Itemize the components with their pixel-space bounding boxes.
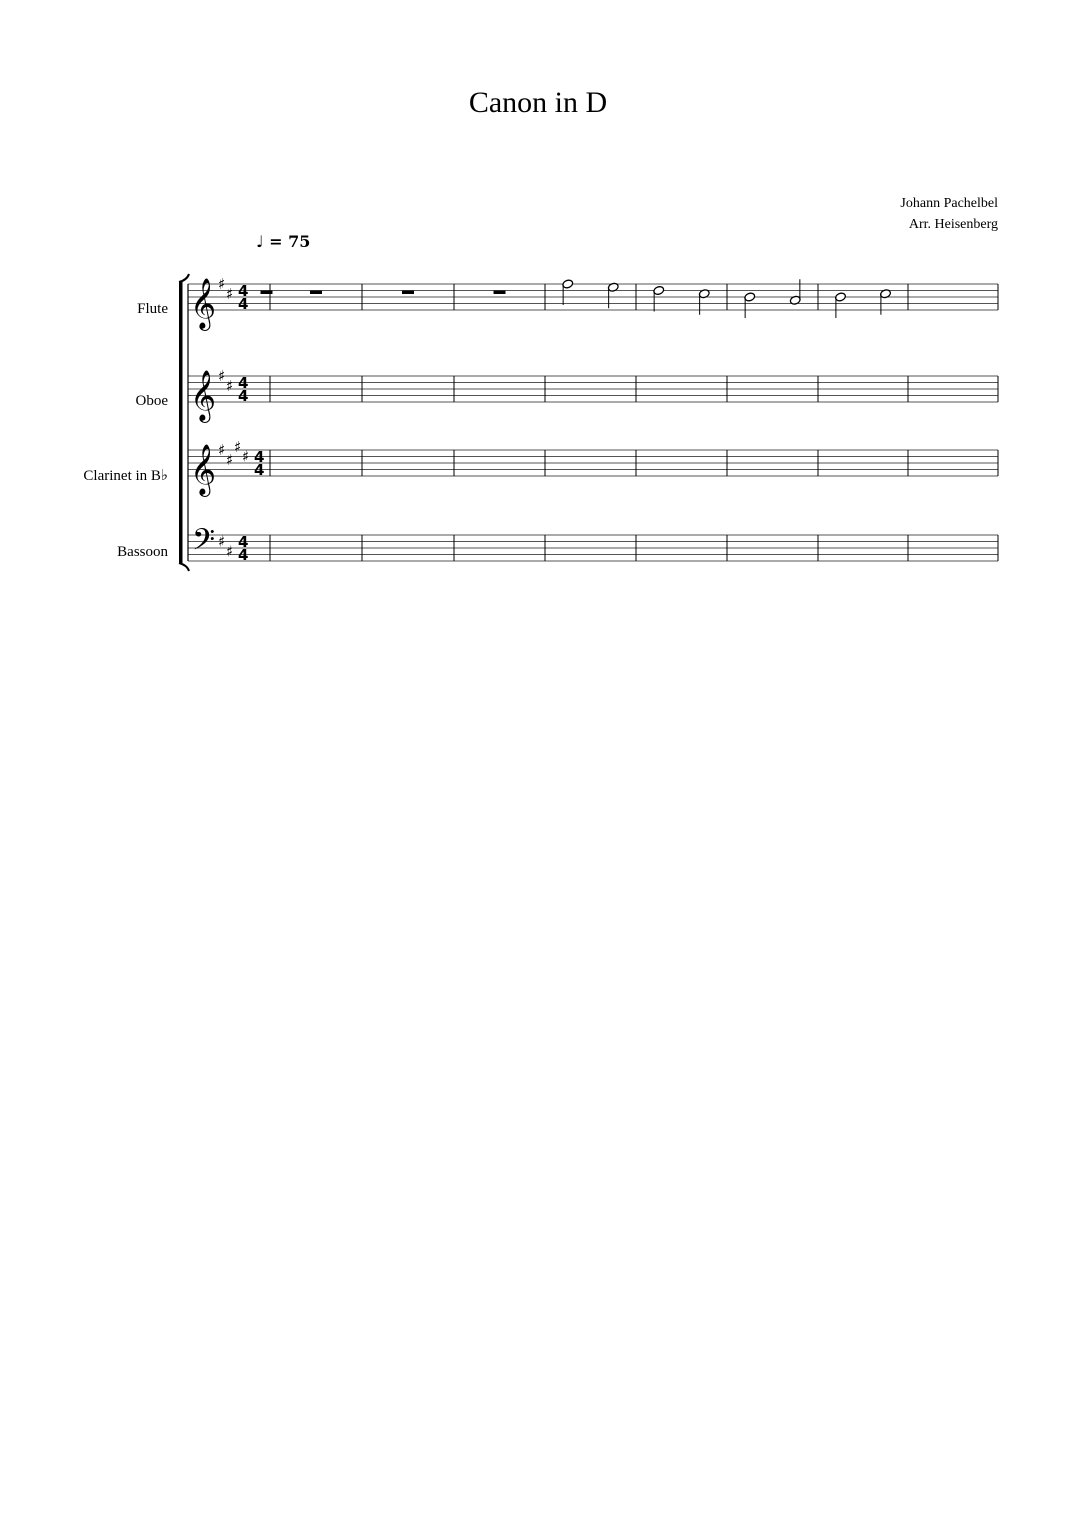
time-signature-numerator: 4	[254, 448, 265, 466]
treble-clef-icon: 𝄞	[190, 370, 217, 421]
quarter-note-icon: ♩	[256, 232, 264, 251]
instrument-label-bassoon: Bassoon	[117, 544, 168, 560]
time-signature-numerator: 4	[238, 282, 249, 300]
bracket-bottom-hook	[179, 563, 189, 571]
treble-clef-icon: 𝄞	[190, 278, 217, 329]
score-title: Canon in D	[468, 86, 608, 119]
bass-clef-icon: 𝄢	[192, 523, 216, 565]
key-signature-sharp: ♯	[226, 450, 234, 469]
whole-rest	[494, 291, 506, 295]
time-signature-numerator: 4	[238, 374, 249, 392]
instrument-label-flute: Flute	[137, 301, 168, 317]
time-signature-denominator: 4	[238, 295, 249, 313]
key-signature-sharp: ♯	[218, 532, 226, 551]
arranger: Arr. Heisenberg	[908, 217, 998, 232]
treble-clef-icon: 𝄞	[190, 444, 217, 495]
key-signature-sharp: ♯	[226, 376, 234, 395]
time-signature-numerator: 4	[238, 533, 249, 551]
system-bracket	[179, 282, 183, 563]
tempo-value: = 75	[269, 232, 311, 251]
key-signature-sharp: ♯	[218, 367, 226, 385]
time-signature-denominator: 4	[238, 387, 249, 405]
time-signature-denominator: 4	[238, 546, 249, 564]
whole-rest	[261, 291, 273, 295]
key-signature-sharp: ♯	[234, 437, 242, 456]
whole-rest	[402, 291, 414, 295]
key-signature-sharp: ♯	[226, 284, 234, 303]
instrument-label-clarinet: Clarinet in B♭	[83, 468, 168, 484]
whole-rest	[310, 291, 322, 295]
composer: Johann Pachelbel	[900, 196, 998, 211]
key-signature-sharp: ♯	[218, 275, 226, 293]
key-signature-sharp: ♯	[226, 542, 234, 561]
key-signature-sharp: ♯	[242, 447, 250, 466]
bracket-top-hook	[179, 274, 189, 282]
key-signature-sharp: ♯	[218, 441, 226, 459]
instrument-label-oboe: Oboe	[135, 393, 168, 409]
time-signature-denominator: 4	[254, 461, 265, 479]
